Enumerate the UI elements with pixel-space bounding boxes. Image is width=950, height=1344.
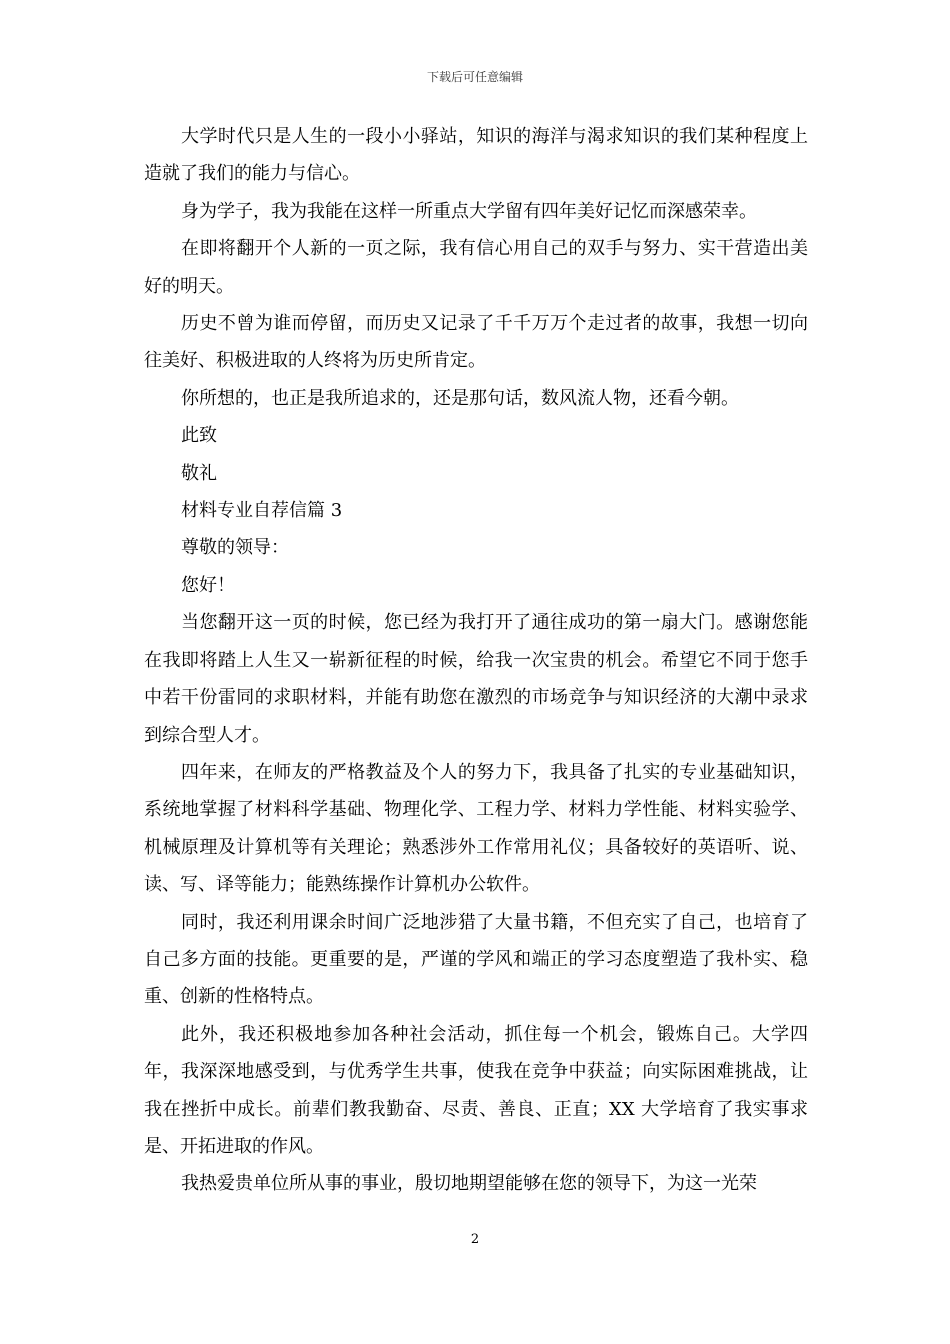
closing-line: 此致	[181, 425, 217, 447]
greeting: 您好！	[181, 574, 235, 596]
letter-body	[144, 118, 808, 1203]
section-title: 材料专业自荐信篇 3	[181, 500, 343, 522]
paragraph: 身为学子，我为我能在这样一所重点大学留有四年美好记忆而深感荣幸。	[181, 200, 757, 222]
paragraph: 你所想的，也正是我所追求的，还是那句话，数风流人物，还看今朝。	[181, 387, 739, 409]
closing-salute: 敬礼	[181, 462, 217, 484]
page-header: 下载后可任意编辑	[426, 70, 523, 84]
paragraph: 在即将翻开个人新的一页之际，我有信心用自己的双手与努力、实干营造出美好的明天。	[144, 238, 808, 297]
page-number: 2	[470, 1232, 480, 1247]
paragraph: 历史不曾为谁而停留，而历史又记录了千千万万个走过者的故事，我想一切向往美好、积极进取的人终将为历史所肯定。	[144, 313, 808, 372]
paragraph: 此外，我还积极地参加各种社会活动，抓住每一个机会，锻炼自己。大学四年，我深深地感受到，与优秀学生共事，使我在竞争中获益；向实际困难挑战，让我在挫折中成长。前辈们教我勤奋、尽责、善良、正直；XX 大学培育了我实事求是、开拓进取的作风。	[144, 1023, 808, 1157]
paragraph: 我热爱贵单位所从事的事业，殷切地期望能够在您的领导下，为这一光荣	[181, 1173, 757, 1195]
paragraph: 大学时代只是人生的一段小小驿站，知识的海洋与渴求知识的我们某种程度上造就了我们的能力与信心。	[144, 126, 808, 185]
paragraph: 当您翻开这一页的时候，您已经为我打开了通往成功的第一扇大门。感谢您能在我即将踏上人生又一崭新征程的时候，给我一次宝贵的机会。希望它不同于您手中若干份雷同的求职材料，并能有助您在激烈的市场竞争与知识经济的大潮中录求到综合型人才。	[144, 612, 808, 746]
paragraph: 同时，我还利用课余时间广泛地涉猎了大量书籍，不但充实了自己，也培育了自己多方面的技能。更重要的是，严谨的学风和端正的学习态度塑造了我朴实、稳重、创新的性格特点。	[144, 911, 808, 1008]
paragraph: 四年来，在师友的严格教益及个人的努力下，我具备了扎实的专业基础知识，系统地掌握了材料科学基础、物理化学、工程力学、材料力学性能、材料实验学、机械原理及计算机等有关理论；熟悉涉外工作常用礼仪；具备较好的英语听、说、读、写、译等能力；能熟练操作计算机办公软件。	[144, 761, 808, 896]
salutation: 尊敬的领导：	[181, 537, 289, 559]
